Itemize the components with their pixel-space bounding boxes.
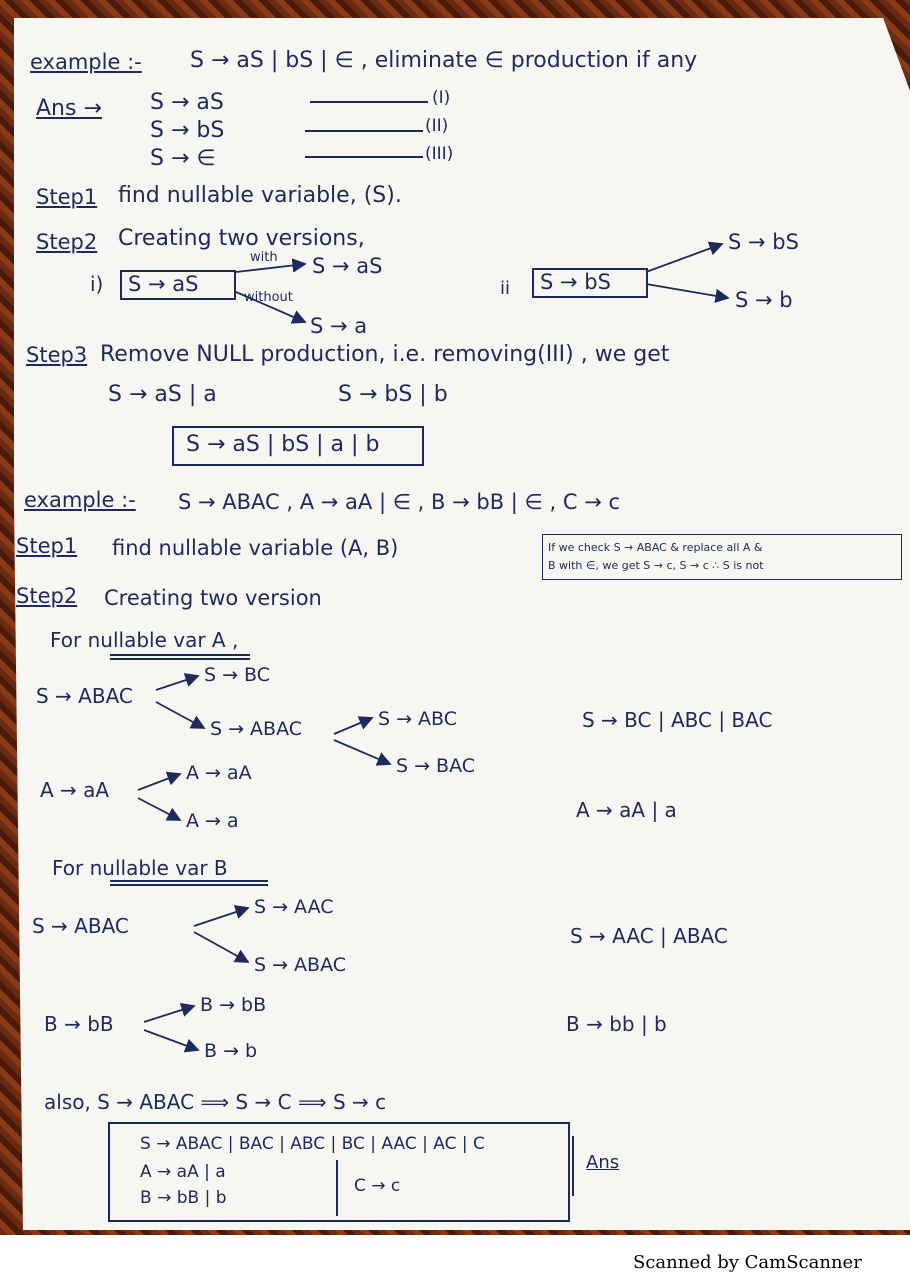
b-top-arrow <box>194 908 248 926</box>
a-tree-root: S → ABAC <box>36 684 133 708</box>
aa-tree-root: A → aA <box>40 778 110 802</box>
answer-a-rules: A → aA | a <box>140 1162 226 1182</box>
bb-top-arrow <box>144 1006 194 1022</box>
v2-bottom-result: S → b <box>735 288 793 312</box>
v1-without-label: without <box>244 290 293 305</box>
bb-tree-result: B → bb | b <box>566 1012 667 1036</box>
a-tree-mid-top: S → ABC <box>378 708 458 730</box>
ex1-step3-rule-2: S → bS | b <box>338 382 448 407</box>
answer-s-rules: S → ABAC | BAC | ABC | BC | AAC | AC | C <box>140 1134 485 1154</box>
v2-top-result: S → bS <box>728 230 799 254</box>
bb-tree-root: B → bB <box>44 1012 114 1036</box>
ex1-step3-text: Remove NULL production, i.e. removing(III) , we get <box>100 342 670 367</box>
v2-box-text: S → bS <box>540 270 611 294</box>
ex2-step2-text: Creating two version <box>104 586 322 610</box>
ex2-step1-text: find nullable variable (A, B) <box>112 536 399 560</box>
v1-box-text: S → aS <box>128 272 199 296</box>
v1-top-result: S → aS <box>312 254 383 278</box>
ex1-step3-label: Step3 <box>26 343 88 367</box>
aa-tree-result: A → aA | a <box>576 798 677 822</box>
rule-1-num: (I) <box>432 88 451 108</box>
a-mid-top-arrow <box>334 718 372 734</box>
ex1-rule-1: S → aS <box>150 90 224 115</box>
rule-2-num: (II) <box>425 116 449 136</box>
rule-3-num: (III) <box>425 144 454 164</box>
ex1-step2-text: Creating two versions, <box>118 226 365 251</box>
answer-c-rule: C → c <box>354 1176 401 1196</box>
ex1-rule-2: S → bS <box>150 118 225 143</box>
a-mid-arrow <box>156 702 204 728</box>
bb-tree-bottom: B → b <box>204 1040 258 1062</box>
ex1-question: S → aS | bS | ∈ , eliminate ∈ production if any <box>190 48 698 73</box>
aa-bot-arrow <box>138 798 180 820</box>
ex1-final-grammar: S → aS | bS | a | b <box>186 432 380 457</box>
b-tree-root: S → ABAC <box>32 914 129 938</box>
a-top-arrow <box>156 676 198 690</box>
a-tree-top: S → BC <box>204 664 271 686</box>
a-tree-mid: S → ABAC <box>210 718 303 740</box>
scanner-watermark: Scanned by CamScanner <box>633 1252 862 1273</box>
v1-with-arrow <box>236 264 305 272</box>
for-nullable-b-heading: For nullable var B <box>52 856 228 880</box>
ex1-step2-label: Step2 <box>36 230 98 254</box>
v2-top-arrow <box>646 244 722 272</box>
b-tree-top: S → AAC <box>254 896 334 918</box>
ex2-title: example :- <box>24 488 136 512</box>
ex1-step1-label: Step1 <box>36 185 98 209</box>
a-mid-bot-arrow <box>334 740 390 764</box>
answer-b-rules: B → bB | b <box>140 1188 227 1208</box>
ex2-step2-label: Step2 <box>16 584 78 608</box>
v1-without-arrow <box>236 292 305 322</box>
v2-bottom-arrow <box>646 284 728 298</box>
ex2-note-line-1: If we check S → ABAC & replace all A & <box>548 541 763 554</box>
aa-top-arrow <box>138 774 180 790</box>
ex1-title: example :- <box>30 50 142 74</box>
ex2-note-line-2: B with ∈, we get S → c, S → c ∴ S is not <box>548 559 764 572</box>
b-tree-bottom: S → ABAC <box>254 954 347 976</box>
a-tree-mid-bottom: S → BAC <box>396 755 476 777</box>
bb-bot-arrow <box>144 1030 198 1050</box>
aa-tree-bottom: A → a <box>186 810 239 832</box>
v1-with-label: with <box>250 250 278 265</box>
for-nullable-a-heading: For nullable var A , <box>50 628 239 652</box>
ex1-step1-text: find nullable variable, (S). <box>118 183 402 208</box>
ex2-question: S → ABAC , A → aA | ∈ , B → bB | ∈ , C → c <box>178 490 621 514</box>
a-tree-result: S → BC | ABC | BAC <box>582 708 773 732</box>
bb-tree-top: B → bB <box>200 994 267 1016</box>
v2-number: ii <box>500 278 511 299</box>
b-bot-arrow <box>194 932 248 962</box>
answer-label: Ans <box>586 1152 620 1173</box>
ex1-ans-label: Ans → <box>36 96 102 121</box>
ex2-step1-label: Step1 <box>16 534 78 558</box>
v1-number: i) <box>90 272 104 296</box>
b-tree-result: S → AAC | ABAC <box>570 924 728 948</box>
ex1-rule-3: S → ∈ <box>150 146 216 171</box>
ex1-step3-rule-1: S → aS | a <box>108 382 217 407</box>
v1-bottom-result: S → a <box>310 314 368 338</box>
also-derivation: also, S → ABAC ⟹ S → C ⟹ S → c <box>44 1090 387 1114</box>
aa-tree-top: A → aA <box>186 762 252 784</box>
